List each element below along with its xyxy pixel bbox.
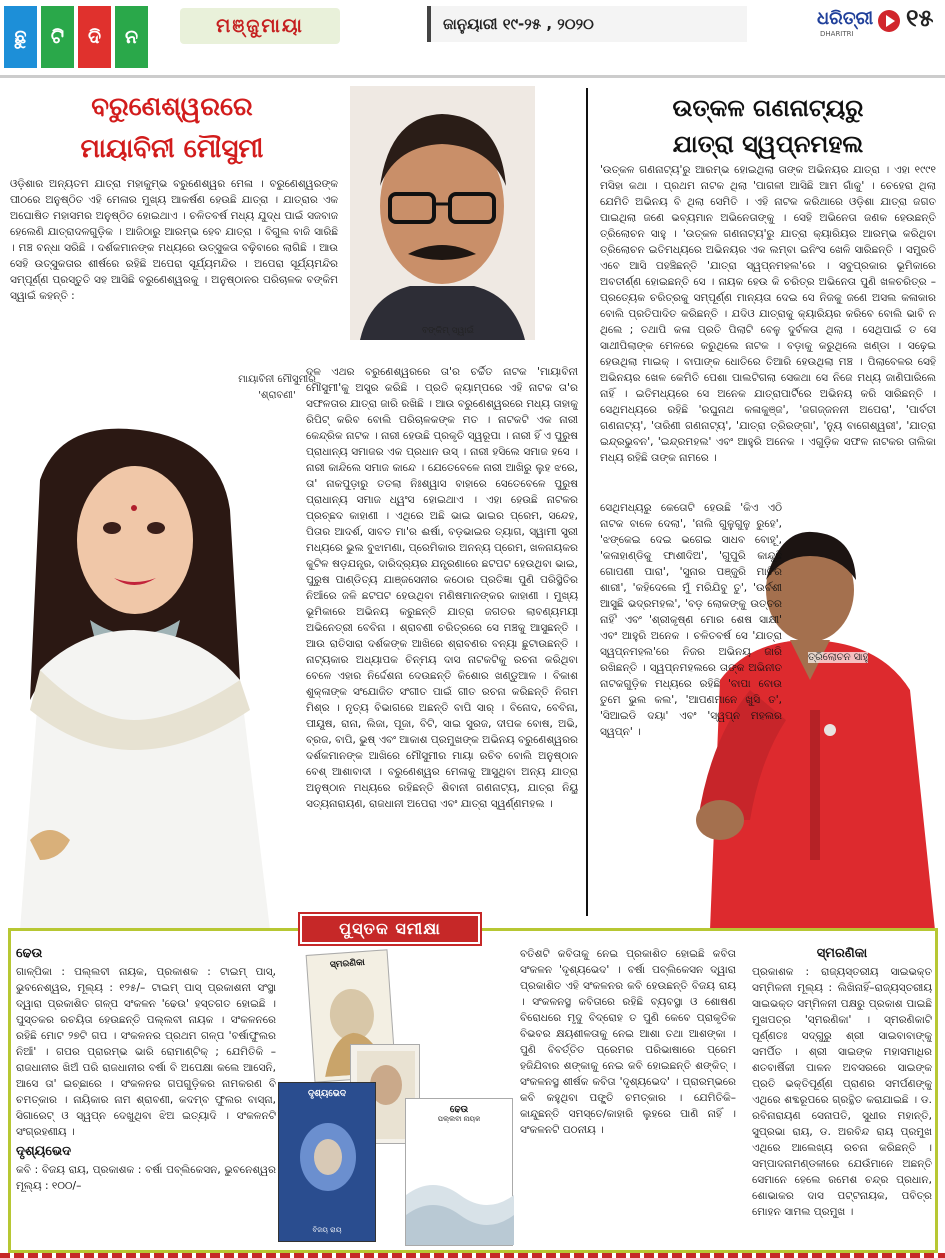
book-title: ଢେଉ [16, 946, 43, 961]
review-col-1 [16, 946, 276, 1248]
book-title: ସ୍ମରଣିକା [816, 946, 868, 961]
play-icon [878, 10, 900, 32]
section-letter: ନ [115, 6, 148, 68]
right-article-body [600, 162, 936, 498]
book-review-text: ଗାଳ୍ପିକା : ପଲ୍ଲବୀ ନାୟକ, ପ୍ରକାଶକ : ଟାଇମ୍ ପାସ୍, ଭୁବନେଶ୍ୱର, ମୂଲ୍ୟ : ୧୨୫/– ଟାଇମ୍ ପାସ୍ ପ୍ରକାଶନୀ ସଂସ୍ଥା ଦ୍ୱାରା ପ୍ରକାଶିତ ଗଳ୍ପ ସଂକଳନ 'ଢେଉ' ହସ୍ତଗତ ହୋଇଛି । ପୁସ୍ତକର ରଚୟିତା ହେଉଛନ୍ତି ପଲ୍ଲବୀ ନାୟକ । ସଂକଳନରେ ରହିଛି ମୋଟ ୨୭ଟି ଗପ । ସଂକଳନର ପ୍ରଥମ ଗଳ୍ପ 'ବର୍ଷାଫୁଲର ନିଆଁ' । ଗପର ପ୍ରାରମ୍ଭ ଭାରି ରୋମାଣ୍ଟିକ୍ ; ଯେମିତିକି – ରାଜଧାନୀର ଖିଅଁ ପରି ରାଜଧାନୀର ବର୍ଷା ବି ଅପେକ୍ଷା କଲେ ଆସେନି, ଆସେ ତା' ଇଚ୍ଛାରେ । ସଂକଳନର ଗପଗୁଡ଼ିକର ନାମକରଣ ବି ଚମତ୍କାର । ନାୟିକାର ନାମ ଶ୍ରାବଣୀ, କଦମ୍ବ ଫୁଲର ବାସ୍ନା, ସିଗାରେଟ୍ ଓ ସ୍ୱପ୍ନ ଦେଖୁଥିବା ଝିଅ ଇତ୍ୟାଦି । ସଂକଳନଟି ସଂଗ୍ରହଣୀୟ । [16, 966, 276, 1138]
brand-subtitle: DHARITRI [820, 30, 854, 38]
bankim-swain-caption: ବଙ୍କିମ୍ ସ୍ୱାଇଁ [421, 326, 475, 336]
cover-title: ଢେଉ [449, 1105, 469, 1115]
right-headline-line2: ଯାତ୍ରା ସ୍ୱପ୍ନମହଲ [672, 130, 864, 158]
left-headline-line2: ମାୟାବିନୀ ମୌସୁମୀ [80, 134, 264, 164]
left-article-intro-text: ଓଡ଼ିଶାର ଅନ୍ୟତମ ଯାତ୍ରା ମହାକୁମ୍ଭ ବରୁଣେଶ୍ୱର ମେଳା । ବରୁଣେଶ୍ୱରଙ୍କ ପୀଠରେ ଅନୁଷ୍ଠିତ ଏହି ମେଳାର ମୁଖ୍ୟ ଆକର୍ଷଣ ହେଉଛି ଯାତ୍ରା । ଯାତ୍ରାର ଏକ ଅଘୋଷିତ ମହାସମର ଅନୁଷ୍ଠିତ ହୋଇଥାଏ । ଚଳିତବର୍ଷ ମଧ୍ୟ ଯୁଦ୍ଧ ପାଇଁ ସଜବାଜ ହେଲେଣି ଯାତ୍ରାଦଳଗୁଡ଼ିକ । ଆଜିଠାରୁ ଆରମ୍ଭ ହେବ ଯାତ୍ରା । ବିଗୁଲ ବାଜି ସାରିଛି । ମଞ୍ଚ ବନ୍ଧା ସରିଛି । ଦର୍ଶକମାନଙ୍କ ମଧ୍ୟରେ ଉତ୍ସୁକତା ବଢ଼ିବାରେ ଲାଗିଛି । ଆଉ ସେହି ଉତ୍ସୁକତାର ଶୀର୍ଷରେ ରହିଛି ଅପେରା ସୂର୍ଯ୍ୟମନ୍ଦିର । ଅପେରା ସୂର୍ଯ୍ୟମନ୍ଦିର ସମ୍ପୂର୍ଣ୍ଣ ପ୍ରସ୍ତୁତି ସହ ଆସିଛି ବରୁଣେଶ୍ୱରକୁ । ଅନୁଷ୍ଠାନର ପରିଚାଳକ ବଙ୍କିମ ସ୍ୱାଇଁ କହନ୍ତି : [10, 178, 338, 302]
cover-title: ଦୃଶ୍ୟଭେଦ [307, 1089, 347, 1099]
left-article-body-text: ଦଳ ଏଥର ବରୁଣେଶ୍ୱରରେ ତା'ର ଚର୍ଚ୍ଚିତ ନାଟକ 'ମାୟାବିନୀ ମୌସୁମୀ'କୁ ଅସ୍ତ୍ର କରିଛି । ପ୍ରତି କ୍ୟାମ୍ପରେ ଏହି ନାଟକ ତା'ର ସଫଳତାର ଯାତ୍ରା ଜାରି ରଖିଛି । ଆଉ ବରୁଣେଶ୍ୱରରେ ମଧ୍ୟ ତାହାକୁ ରିପିଟ୍ କରିବ ବୋଲି ପରିଚାଳକଙ୍କ ମତ । ନାଟକଟି ଏକ ନାରୀ କେନ୍ଦ୍ରିକ ନାଟକ । ନାରୀ ହେଉଛି ପ୍ରକୃତି ସ୍ୱରୂପା । ନାରୀ ହିଁ ଏ ପୁରୁଷ ପ୍ରାଧାନ୍ୟ ସମାଜର ଏକ ପ୍ରଧାନ ଉସ୍ । ନାରୀ ହସିଲେ ସମାଜ ହସେ । ନାରୀ କାନ୍ଦିଲେ ସମାଜ କାନ୍ଦେ । ଯେତେବେଳେ ନାରୀ ଆଖିରୁ ଲୁହ ଝରେ, ତା' ନାକପୁଡ଼ାରୁ ତତଲା ନିଃଶ୍ୱାସ ବାହାରେ ସେତେବେଳେ ପୁରୁଷ ପ୍ରାଧାନ୍ୟ ସମାଜ ଧ୍ୱଂସ ହୋଇଥାଏ । ଏହା ହେଉଛି ନାଟକର ପ୍ରଚ୍ଛଦ କାହାଣୀ । ଏଥିରେ ଅଛି ଭାଇ ଭାଇର ପ୍ରେମ, ସନ୍ଦେହ, ପିତାର ଆଦର୍ଶ, ସାବତ ମା'ର ଈର୍ଷା, ବଡ଼ଭାଇର ତ୍ୟାଗ, ସ୍ୱାମୀ ସ୍ତ୍ରୀ ମଧ୍ୟରେ ଭୁଲ ବୁଝାମଣା, ପ୍ରେମିକାର ଅନନ୍ୟ ପ୍ରେମ, ଖଳନାୟକର କୁଟିଳ ଷଡ଼ଯନ୍ତ୍ର, ଦାରିଦ୍ର୍ୟର ଯନ୍ତ୍ରଣାରେ ଛଟପଟ ହେଉଥିବା ଭାଇ, ପୁରୁଷ ପାଣ୍ଡିତ୍ୟ ଯାଞ୍ଜସେନୀର କଠୋର ପ୍ରତିଜ୍ଞା ପୁଣି ପରିସ୍ଥିତିର ନିଆଁରେ ଜଳି ଛଟପଟ ହେଉଥିବା ମଣିଷମାନଙ୍କର କାହାଣୀ । ମୁଖ୍ୟ ଭୂମିକାରେ ଅଭିନୟ କରୁଛନ୍ତି ଯାତ୍ରା ଜଗତର ଲାବଣ୍ୟମୟୀ ଅଭିନେତ୍ରୀ ବେବିନା । ଶ୍ରାବଣୀ ଚରିତ୍ରରେ ସେ ମଞ୍ଚକୁ ଆସୁଛନ୍ତି । ଆଉ ରାତିସାରା ଦର୍ଶକଙ୍କ ଆଖିରେ ଶ୍ରାବଣର ବନ୍ୟା ଛୁଟାଉଛନ୍ତି । ନାଟ୍ୟକାର ଅଧ୍ୟାପକ ଚିନ୍ମୟ ଦାସ ନାଟକଟିକୁ ରଚନା କରିଥିବା ବେଳେ ଏହାର ନିର୍ଦ୍ଦେଶନା ଦେଉଛନ୍ତି କିଶୋର ଖଣ୍ଡୁଆଳ । ବିକାଶ ଶୁକ୍ଳାଙ୍କ ସଂଯୋଜିତ ସଂଗୀତ ପାଇଁ ଗୀତ ରଚନା କରିଛନ୍ତି ନିଗମ ମିଶ୍ର । ନୃତ୍ୟ ବିଭାଗରେ ଅଛନ୍ତି ବାପି ସାର୍ । ବିନୋଦ, ବେବିନା, ପୀୟୂଷ, ରାନା, ଲିଜା, ପୂଜା, ବିଟି, ସାଇ ସୁରଜ, ଦୀପକ ବୋଷ, ଅଭି, ବ୍ରଜ, ବାପି, ଭୁଷ୍ ଏବଂ ଆକାଶ ପ୍ରମୁଖଙ୍କ ଅଭିନୟ ବରୁଣେଶ୍ୱରର ଦର୍ଶକମାନଙ୍କ ଆଖିରେ ମୌସୁମୀର ମାୟା ରଚିବ ବୋଲି ଅନୁଷ୍ଠାନ ବେଶ୍ ଆଶାବାଦୀ । ବରୁଣେଶ୍ୱର ମେଳାକୁ ଆସୁଥିବା ଅନ୍ୟ ଯାତ୍ରା ଅନୁଷ୍ଠାନ ମଧ୍ୟରେ ରହିଛନ୍ତି ଶିବାନୀ ଗଣନାଟ୍ୟ, ଯାତ୍ରା ନିୟୁ ସତ୍ୟନାରାୟଣ, ରାଜଧାନୀ ଅପେରା ଏବଂ ଯାତ୍ରା ସ୍ୱର୍ଣ୍ଣମହଲ । [306, 366, 578, 810]
actor-caption: ତ୍ରିଲୋଚନ ସାହୁ [808, 652, 869, 663]
page-number: ୧୫ [906, 4, 934, 32]
brand-logo: ଧରିତ୍ରୀ [817, 8, 874, 29]
review-col-3 [752, 946, 932, 1248]
actress-photo [0, 420, 302, 930]
supplement-logo: ମଞ୍ଜୁମାୟା [180, 8, 340, 44]
column-divider [586, 88, 588, 916]
book-cover-dheu [405, 1098, 513, 1246]
right-headline [598, 90, 938, 162]
cover-author: ପଲ୍ଲବୀ ନାୟକ [437, 1115, 481, 1123]
actress-caption: ମାୟାବିନୀ ମୌସୁମୀର 'ଶ୍ରାବଣୀ' [238, 374, 316, 401]
book-review-text: ବତିଶଟି କବିତାକୁ ନେଇ ପ୍ରକାଶିତ ହୋଇଛି କବିତା ସଂକଳନ 'ଦୃଶ୍ୟଭେଦ' । ବର୍ଷା ପବ୍ଲିକେସନ ଦ୍ୱାରା ପ୍ରକାଶିତ ଏହି ସଂକଳନର କବି ହେଉଛନ୍ତି ବିଜୟ ରାୟ । ସଂକଳନସ୍ଥ କବିତାରେ ରହିଛି ବ୍ୟବସ୍ଥା ଓ ଶୋଷଣ ବିରୋଧରେ ମୃଦୁ ବିଦ୍ରୋହ ତ ପୁଣି କେବେ ପ୍ରାକୃତିକ ବିଭବର କ୍ଷୟଶୀଳତାକୁ ନେଇ ଆଶା ତଥା ଆଶଙ୍କା । ପୁଣି ବିବର୍ତ୍ତିତ ପ୍ରେମର ପରିଭାଷାରେ ପ୍ରେମ ହଜିଯିବାର ଶଙ୍କାକୁ ନେଇ କବି ହୋଇଛନ୍ତି ଶଙ୍କିତ୍ । ସଂକଳନସ୍ଥ ଶୀର୍ଷକ କବିତା 'ଦୃଶ୍ୟଭେଦ' । ପ୍ରାରମ୍ଭରେ କବି କହୁଥିବା ପଙ୍କ୍ତି ଚମତ୍କାର । ଯେମିତିକି– କାନ୍ଦୁଛନ୍ତି ସମସ୍ତେ/କାହାରି ଲୁହରେ ପାଣି ନାହିଁ । ସଂକଳନଟି ପଠନୀୟ । [520, 948, 736, 1136]
cover-title: ସ୍ମରଣିକା [329, 957, 366, 971]
right-article-body-wrap [600, 500, 782, 912]
left-article-intro [10, 176, 338, 342]
section-letter: ଛୁ [4, 6, 37, 68]
review-col-2 [520, 946, 736, 1248]
book-review-banner: ପୁସ୍ତକ ସମୀକ୍ଷା [300, 914, 480, 944]
right-headline-line1: ଉତ୍କଳ ଗଣନାଟ୍ୟରୁ [672, 94, 864, 122]
bottom-border [0, 1253, 945, 1258]
cover-author: ବିଜୟ ରାୟ [312, 1226, 342, 1234]
book-title: ଦୃଶ୍ୟଭେଦ [16, 1144, 72, 1159]
section-letter: ଦି [78, 6, 111, 68]
left-headline-line1: ବରୁଣେଶ୍ୱରରେ [91, 92, 253, 122]
section-title [4, 6, 148, 68]
left-headline [12, 86, 332, 170]
bankim-swain-photo [350, 86, 535, 340]
issue-date: ଜାନୁୟାରୀ ୧୯-୨୫ , ୨୦୨୦ [427, 6, 747, 42]
left-article-body [306, 364, 578, 912]
page-header [0, 0, 945, 78]
right-article-body-text: 'ଉତ୍କଳ ଗଣନାଟ୍ୟ'ରୁ ଆରମ୍ଭ ହୋଇଥିଲା ତାଙ୍କ ଅଭିନୟର ଯାତ୍ରା । ଏହା ୧୯୯୧ ମସିହା କଥା । ପ୍ରଥମ ନାଟକ ଥିଲା 'ପାଗଳୀ ଆସିଛି ଆମ ଗାଁକୁ' । ଚେହେରା ଥିଲା ଯେମିତି ଅଭିନୟ ବି ଥିଲା ସେମିତି । ଏହି ନାଟକ କରିଥାରେ ଓଡ଼ିଶା ଯାତ୍ରା ଜଗତ ପାଇଥିଲା ଜଣେ ଭବ୍ୟମାନ ଅଭିନେତାଙ୍କୁ । ସେହି ଅଭିନେତା ଜଣକ ହେଉଛନ୍ତି ତ୍ରିଲୋଚନ ସାହୁ । 'ଉତ୍କଳ ଗଣନାଟ୍ୟ'ରୁ ଯାତ୍ରା କ୍ୟାରିୟର ଆରମ୍ଭ କରିଥିବା ତ୍ରିଲୋଚନ ଇତିମଧ୍ୟରେ ଅଭିନୟର ଏକ ଲମ୍ବା ଇନିଂସ ଖେଳି ସାରିଛନ୍ତି । ସମ୍ପ୍ରତି ଏବେ ଆସି ପହଞ୍ଚିଛନ୍ତି 'ଯାତ୍ରା ସ୍ୱପ୍ନମହଲ'ରେ । ସବୁପ୍ରକାର ଭୂମିକାରେ ଅବତୀର୍ଣ୍ଣ ହୋଇଛନ୍ତି ସେ । ନାୟକ ହେଉ କି ଚରିତ୍ର ଅଭିନେତା ପୁଣି ଖଳଚରିତ୍ର – ପ୍ରତ୍ୟେକ ଚରିତ୍ରକୁ ସମ୍ପୂର୍ଣ୍ଣ ମାନ୍ୟତା ଦେଇ ସେ ନିଜକୁ ଜଣେ ଅସଲ କଳାକାର ବୋଲି ପ୍ରତିପାଦିତ କରିଛନ୍ତି । ଯଦିଓ ଯାତ୍ରାକୁ କ୍ୟାରିୟର କରିବେ ବୋଲି ଭାବି ନ ଥିଲେ ; ତଥାପି କଳା ପ୍ରତି ପିଲାଟି ବେଳୁ ଦୁର୍ବଳତା ଥିଲା । ସେଥିପାଇଁ ତ ସେ ସାଥୀପିଲାଙ୍କ ମେଳରେ କରୁଥିଲେ ନାଟକ । ବଡ଼ାକୁ କରୁଥିଲେ ଖଣ୍ଡା । ସଢ଼େଇ ହେଉଥିଲା ମାଇକ୍ । ବାପାଙ୍କ ଧୋତିରେ ତିଆରି ହେଉଥିଲା ମଞ୍ଚ । ପିଲାବେଳର ସେହି ଅଭିନୟର ଖେଳ କେମିତି ପେଶା ପାଲଟିଗଲା ସେକଥା ସେ ନିଜେ ମଧ୍ୟ ଜାଣିପାରିଲେ ନାହିଁ । ଇତିମଧ୍ୟରେ ସେ ଅନେକ ଯାତ୍ରାପାର୍ଟିରେ ଅଭିନୟ କରି ସାରିଛନ୍ତି । ସେଥିମଧ୍ୟରେ ରହିଛି 'ରଘୁନାଥ କଳାକୁଞ୍ଜ', 'ଜଗଜ୍ଜନନୀ ଅପେରା', 'ପାର୍ବତୀ ଗଣନାଟ୍ୟ', 'ତାରିଣୀ ଗଣନାଟ୍ୟ', 'ଯାତ୍ରା ତ୍ରିରଙ୍ଗା', 'ନ୍ୟୁ ବାଗେଶ୍ୱରୀ', 'ଯାତ୍ରା ଇନ୍ଦ୍ରଭୁବନ', 'ଇନ୍ଦ୍ରମହଲ' ଏବଂ ଆହୁରି ଅନେକ । ଏଗୁଡ଼ିକ ସଫଳ ନାଟକର ତାଲିକା ମଧ୍ୟ ରହିଛି ତାଙ୍କ ନାମରେ । [600, 164, 936, 464]
right-article-wrap-text: ସେଥିମଧ୍ୟରୁ କେତୋଟି ହେଉଛି 'କିଏ ଏଠି ନାଟକ ବାଳେ ଦେଲା', 'ନାଲି ଗୁଳୁଗୁଳୁ ରୁହେ', 'ଝଙ୍କେଇ ଦେଇ ଭଗେଇ ସାଧବ ବୋହୂ', 'କଳାହାଣ୍ଡିକୁ ଫାଶୀଦିଅ', 'ଗୁପୁରି କାନ୍ଦୁଛି ଗୋପଣୀ ପାରା', 'ସୁନାର ପଞ୍ଜୁରି ମାଟିର ଶାରୀ', 'କହିଦେଲେ ମୁଁ ମରିଯିବୁ ତୁ', 'ଉର୍ବଶୀ ଆସୁଛି ଭଦ୍ରମହଲ', 'ବଡ଼ ଲୋକଙ୍କୁ ଉତ୍ତର ନାହିଁ' ଏବଂ 'ଶ୍ରୀକୃଷ୍ଣ ମୋର ଶେଷ ସାକ୍ଷୀ' ଏବଂ ଆହୁରି ଅନେକ । ଚଳିତବର୍ଷ ସେ 'ଯାତ୍ରା ସ୍ୱପ୍ନମହଲ'ରେ ନିଜର ଅଭିନୟ ଜାରି ରଖିଛନ୍ତି । ସ୍ୱପ୍ନମହଲରେ ତାଙ୍କ ଅଭିନୀତ ନାଟକଗୁଡ଼ିକ ମଧ୍ୟରେ ରହିଛି 'ବାପା ବୋଉ ତୁମେ ଭୁଲ କଲ', 'ଆପଣମାନେ ଖୁସି ତ', 'ସିଆଇଡି ଦୟା' ଏବଂ 'ସ୍ୱପ୍ନ ମହଲର ସ୍ୱପ୍ନ' । [600, 502, 782, 738]
section-letter: ଟି [41, 6, 74, 68]
book-meta: କବି : ବିଜୟ ରାୟ, ପ୍ରକାଶକ : ବର୍ଷା ପବ୍ଲିକେସନ, ଭୁବନେଶ୍ୱର ମୂଲ୍ୟ : ୧୦୦/– [16, 1164, 276, 1192]
book-review-text: ପ୍ରକାଶକ : ରାଜ୍ୟସ୍ତରୀୟ ସାଇଭକ୍ତ ସମ୍ମିଳନୀ ମୂଲ୍ୟ : ଲିଖିନାହିଁ–ରାଜ୍ୟସ୍ତରୀୟ ସାଇଭକ୍ତ ସମ୍ମିଳନୀ ପକ୍ଷରୁ ପ୍ରକାଶ ପାଇଛି ମୁଖପତ୍ର 'ସ୍ମରଣିକା' । ସ୍ମରଣିକାଟି ପୂର୍ଣ୍ଣତଃ ସଦ୍ଗୁରୁ ଶ୍ରୀ ସାଇବାବାଙ୍କୁ ସମର୍ପିତ । ଶ୍ରୀ ସାଇଙ୍କ ମହାସମାଧିର ଶତବାର୍ଷିକୀ ପାଳନ ଅବସରରେ ସାଇଙ୍କ ପ୍ରତି ଭକ୍ତିପୂର୍ଣ୍ଣ ପ୍ରାଣର ସମର୍ପଣଙ୍କୁ ଏଥିରେ ଶବ୍ଦରୂପରେ ଗ୍ରନ୍ଥିତ କରାଯାଇଛି । ଡ. ରବିନାରାୟଣ ସେନାପତି, ସୁଧୀର ମହାନ୍ତି, ସୁପ୍ରଭା ରାୟ, ଡ. ଅରବିନ୍ଦ ରାୟ ପ୍ରମୁଖ ଏଥିରେ ଆଲେଖ୍ୟ ରଚନା କରିଛନ୍ତି । ସମ୍ପାଦନାମଣ୍ଡଳୀରେ ଯେଉଁମାନେ ଅଛନ୍ତି ସେମାନେ ହେଲେ ରମେଶ ଚନ୍ଦ୍ର ପ୍ରଧାନ, ଶୋଭାକର ଦାସ ପଟ୍ଟନାୟକ, ପବିତ୍ର ମୋହନ ସାମଲ ପ୍ରମୁଖ । [752, 966, 932, 1218]
book-cover-drushyabheda [278, 1082, 376, 1242]
